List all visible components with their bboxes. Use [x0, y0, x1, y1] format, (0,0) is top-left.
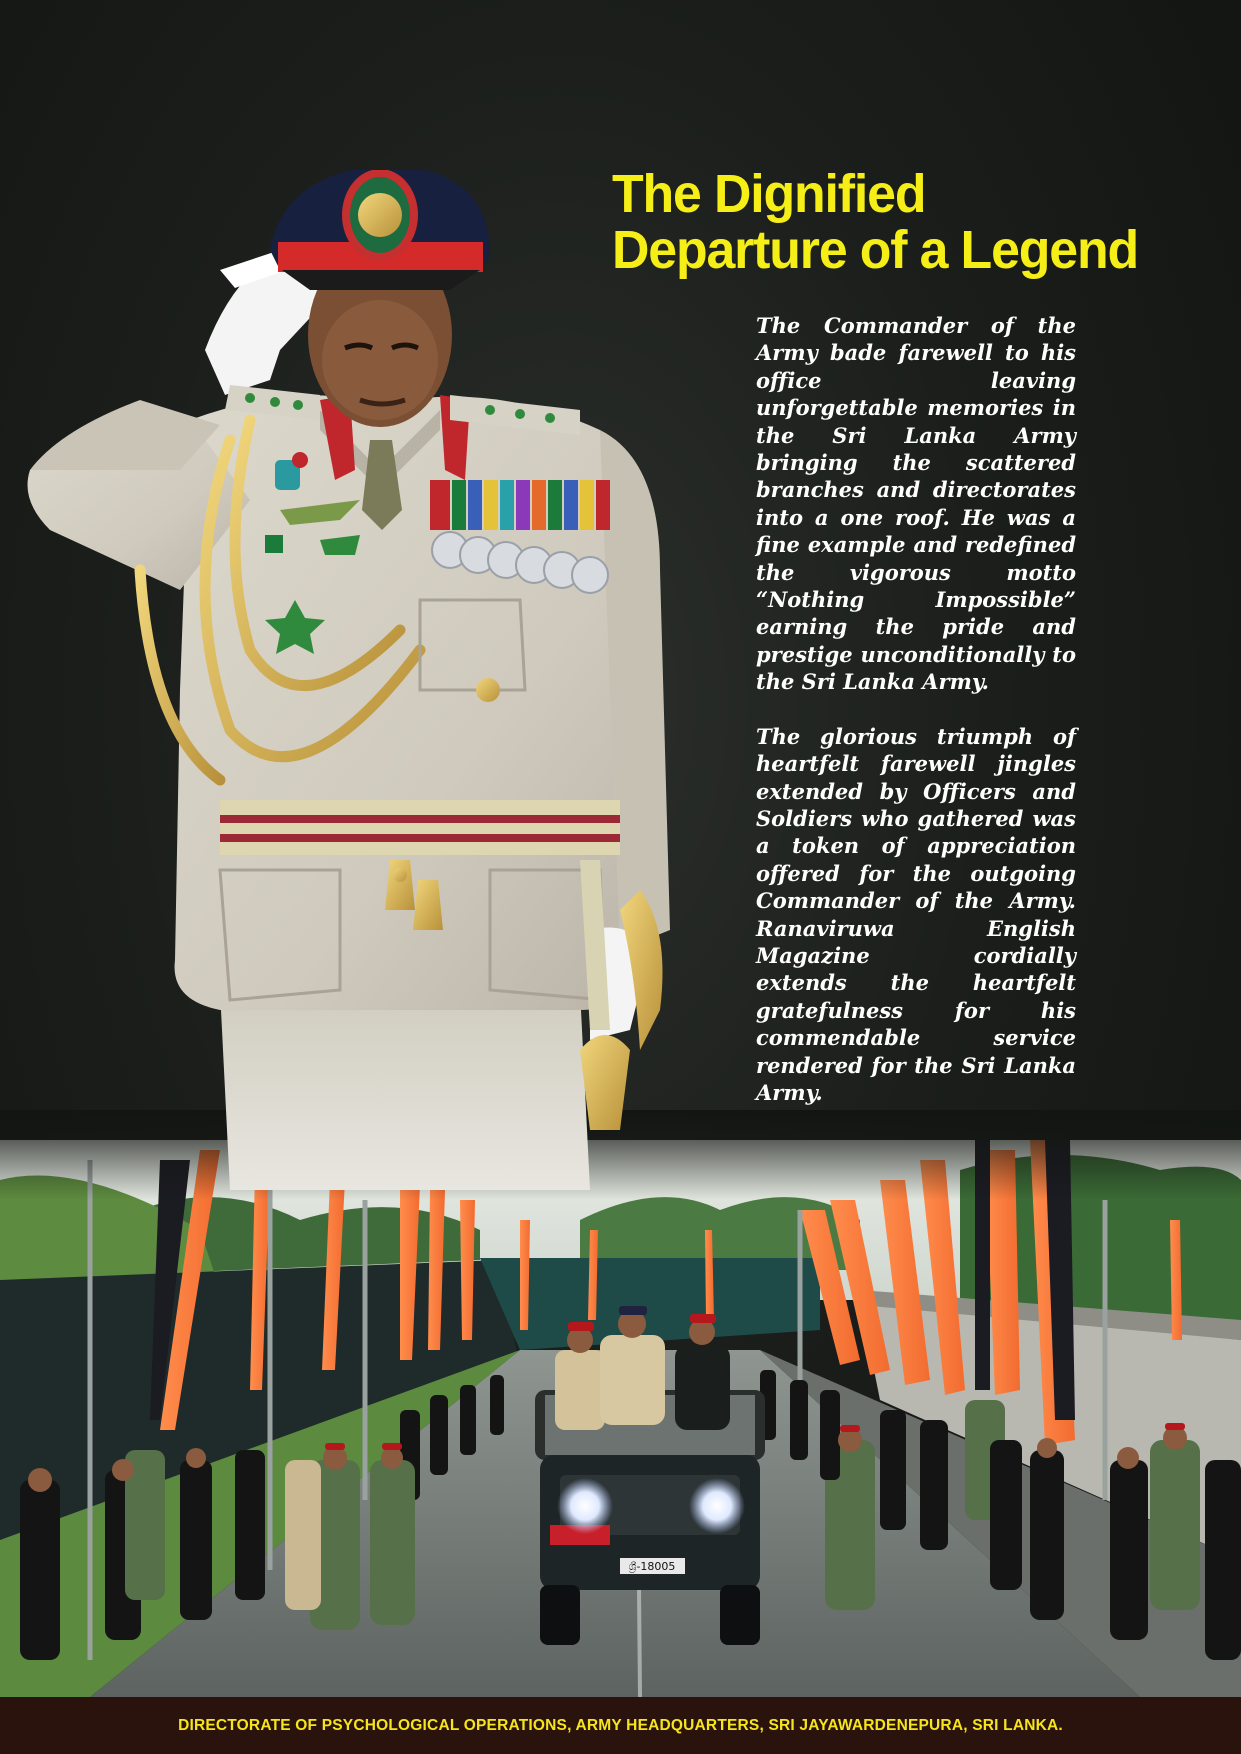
article-headline: [612, 166, 1150, 278]
headline-line-2: Departure of a Legend: [612, 220, 1138, 280]
headline-line-1: The Dignified: [612, 164, 926, 224]
article-paragraph-2: The glorious triumph of heartfelt farewell jingles extended by Officers and Soldiers who gathered was a token of appreciation offered for the outgoing Commander of the Army. Ranaviruwa English Magazine cordially extends the heartfelt gratefulness for his commendable service rendered for the Sri Lanka Army.: [756, 723, 1076, 1105]
article-paragraph-1: The Commander of the Army bade farewell to his office leaving unforgettable memories in the Sri Lanka Army bringing the scattered branches and directorates into a one roof. He was a fine example and redefined the vigorous motto “Nothing Impossible” earning the pride and prestige unconditionally to the Sri Lanka Army.: [756, 313, 1076, 695]
parade-photo: [0, 1140, 1241, 1697]
footer-bar: [0, 1697, 1241, 1754]
footer-text: DIRECTORATE OF PSYCHOLOGICAL OPERATIONS, ARMY HEADQUARTERS, SRI JAYAWARDENEPURA, SRI LANKA.: [178, 1716, 1063, 1734]
article-body: [756, 312, 1076, 1133]
commander-portrait: [20, 170, 740, 1190]
jeep-number-plate: ශ්‍රී-18005: [628, 1560, 676, 1573]
